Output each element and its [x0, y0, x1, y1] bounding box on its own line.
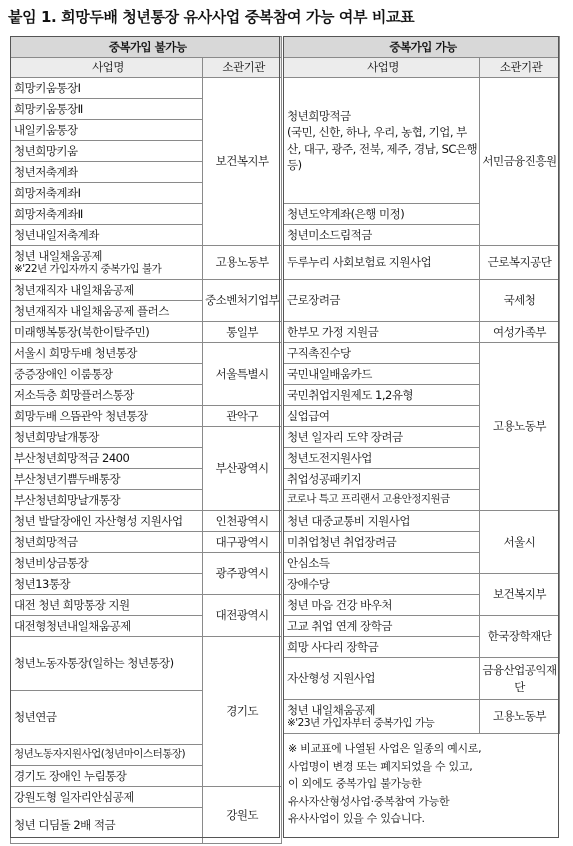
right-col-name: 사업명 — [284, 58, 480, 78]
agency-cell: 광주광역시 — [203, 553, 282, 595]
row-note: ※'23년 가입자부터 중복가입 가능 — [287, 717, 435, 730]
agency-cell: 금융산업공익재단 — [480, 658, 560, 700]
table-row: 청년연금 — [11, 691, 203, 745]
table-row: 희망저축계좌Ⅰ — [11, 183, 203, 204]
right-table — [283, 36, 560, 734]
table-row: 내일키움통장 — [11, 120, 203, 141]
table-row: 한부모 가정 지원금 — [284, 322, 480, 343]
agency-cell: 부산광역시 — [203, 427, 282, 511]
table-row: 근로장려금 — [284, 280, 480, 322]
right-header: 중복가입 가능 — [284, 37, 560, 58]
table-row: 국민취업지원제도 1,2유형 — [284, 385, 480, 406]
table-row: 청년 발달장애인 자산형성 지원사업 — [11, 511, 203, 532]
left-col-name: 사업명 — [11, 58, 203, 78]
left-header: 중복가입 불가능 — [11, 37, 282, 58]
table-row: 저소득층 희망플러스통장 — [11, 385, 203, 406]
row-title: 청년희망적금 — [287, 109, 351, 124]
table-row: 청년 마음 건강 바우처 — [284, 595, 480, 616]
agency-cell: 국세청 — [480, 280, 560, 322]
table-row: 청년미소드림적금 — [284, 225, 480, 246]
table-row: 희망두배 으뜸관악 청년통장 — [11, 406, 203, 427]
table-row: 구직촉진수당 — [284, 343, 480, 364]
agency-cell: 통일부 — [203, 322, 282, 343]
row-note: (국민, 신한, 하나, 우리, 농협, 기업, 부산, 대구, 광주, 전북, 제주, 경남, SC은행 등) — [287, 125, 478, 172]
table-row: 부산청년희망적금 2400 — [11, 448, 203, 469]
table-row: 강원도형 일자리안심공제 — [11, 787, 203, 808]
table-row: 중증장애인 이룸통장 — [11, 364, 203, 385]
agency-cell: 서울특별시 — [203, 343, 282, 406]
table-row — [284, 78, 480, 204]
row-note: ※'22년 가입자까지 중복가입 불가 — [14, 263, 162, 276]
agency-cell: 고용노동부 — [203, 246, 282, 280]
table-row: 청년내일저축계좌 — [11, 225, 203, 246]
agency-cell: 한국장학재단 — [480, 616, 560, 658]
table-row: 희망 사다리 장학금 — [284, 637, 480, 658]
table-row: 청년 일자리 도약 장려금 — [284, 427, 480, 448]
table-row: 청년저축계좌 — [11, 162, 203, 183]
table-row: 취업성공패키지 — [284, 469, 480, 490]
table-row: 미래행복통장(북한이탈주민) — [11, 322, 203, 343]
agency-cell: 서민금융진흥원 — [480, 78, 560, 246]
agency-cell: 서울시 — [480, 511, 560, 574]
table-row: 경기도 장애인 누림통장 — [11, 766, 203, 787]
table-row: 청년노동자통장(일하는 청년통장) — [11, 637, 203, 691]
row-title: 청년 내일채움공제 — [287, 702, 376, 717]
agency-cell: 여성가족부 — [480, 322, 560, 343]
agency-cell: 고용노동부 — [480, 343, 560, 511]
table-row: 코로나 특고 프리랜서 고용안정지원금 — [284, 490, 480, 511]
left-table — [10, 36, 282, 844]
table-row: 실업급여 — [284, 406, 480, 427]
table-row: 청년도약계좌(은행 미정) — [284, 204, 480, 225]
table-row: 부산청년희망날개통장 — [11, 490, 203, 511]
table-row: 대전형청년내일채움공제 — [11, 616, 203, 637]
agency-cell: 중소벤처기업부 — [203, 280, 282, 322]
right-col-agency: 소관기관 — [480, 58, 560, 78]
table-row: 청년희망날개통장 — [11, 427, 203, 448]
table-row: 서울시 희망두배 청년통장 — [11, 343, 203, 364]
table-row: 희망키움통장Ⅰ — [11, 78, 203, 99]
table-row: 청년노동자지원사업(청년마이스터통장) — [11, 745, 203, 766]
table-row: 청년13통장 — [11, 574, 203, 595]
table-row: 청년도전지원사업 — [284, 448, 480, 469]
left-col-agency: 소관기관 — [203, 58, 282, 78]
agency-cell: 보건복지부 — [203, 78, 282, 246]
table-row: 청년 디딤돌 2배 적금 — [11, 808, 203, 844]
agency-cell: 인천광역시 — [203, 511, 282, 532]
table-row: 희망키움통장Ⅱ — [11, 99, 203, 120]
agency-cell: 경기도 — [203, 637, 282, 787]
table-row: 미취업청년 취업장려금 — [284, 532, 480, 553]
table-row: 청년재직자 내일채움공제 플러스 — [11, 301, 203, 322]
page-title: 붙임 1. 희망두배 청년통장 유사사업 중복참여 가능 여부 비교표 — [8, 8, 415, 26]
table-row: 대전 청년 희망통장 지원 — [11, 595, 203, 616]
table-row: 청년 대중교통비 지원사업 — [284, 511, 480, 532]
table-row: 청년희망적금 — [11, 532, 203, 553]
table-row: 부산청년기쁨두배통장 — [11, 469, 203, 490]
agency-cell: 관악구 — [203, 406, 282, 427]
agency-cell: 보건복지부 — [480, 574, 560, 616]
agency-cell: 대구광역시 — [203, 532, 282, 553]
agency-cell: 고용노동부 — [480, 700, 560, 734]
table-row: 장애수당 — [284, 574, 480, 595]
row-title: 청년 내일채움공제 — [14, 248, 103, 263]
table-row — [284, 700, 480, 734]
table-row: 국민내일배움카드 — [284, 364, 480, 385]
table-row: 자산형성 지원사업 — [284, 658, 480, 700]
table-row — [11, 246, 203, 280]
footnote: ※ 비교표에 나열된 사업은 일종의 예시로, 사업명이 변경 또는 폐지되었을 수 있고, 이 외에도 중복가입 불가능한 유사자산형성사업·중복참여 가능한 유사사업이 있을 수 있습니다. — [288, 742, 482, 825]
agency-cell: 근로복지공단 — [480, 246, 560, 280]
table-row: 두루누리 사회보험료 지원사업 — [284, 246, 480, 280]
table-row: 희망저축계좌Ⅱ — [11, 204, 203, 225]
agency-cell: 대전광역시 — [203, 595, 282, 637]
table-row: 청년희망키움 — [11, 141, 203, 162]
table-row: 안심소득 — [284, 553, 480, 574]
agency-cell: 강원도 — [203, 787, 282, 844]
table-row: 고교 취업 연계 장학금 — [284, 616, 480, 637]
table-row: 청년비상금통장 — [11, 553, 203, 574]
table-row: 청년재직자 내일채움공제 — [11, 280, 203, 301]
